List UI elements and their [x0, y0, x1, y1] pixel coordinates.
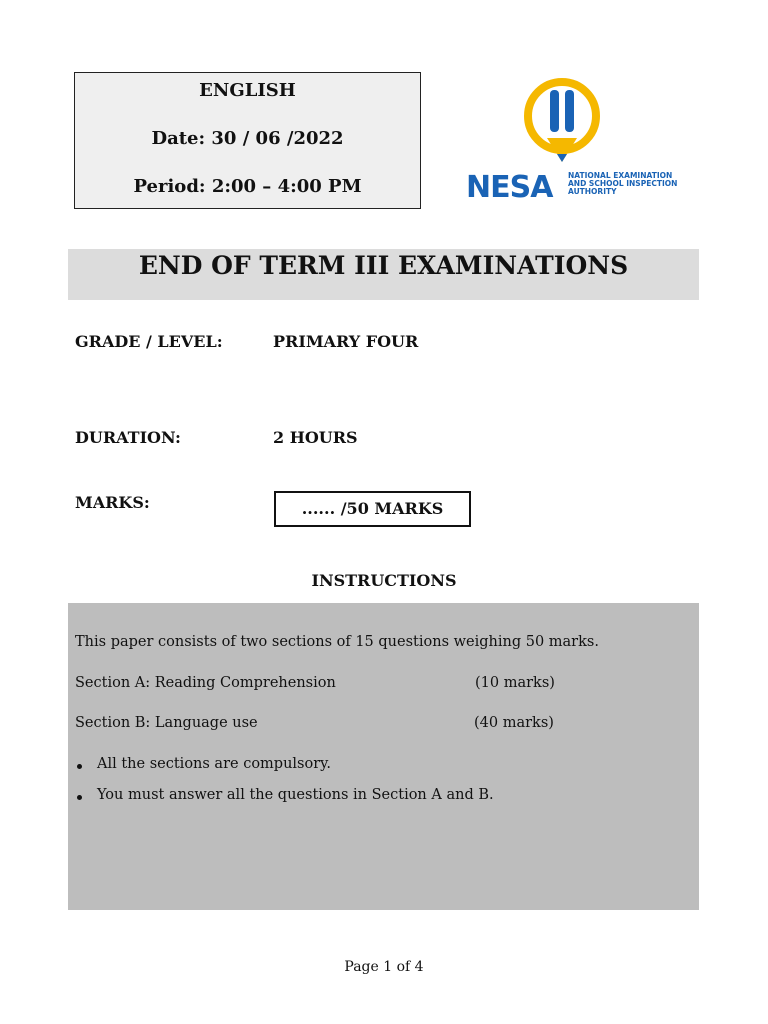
- instructions-heading: INSTRUCTIONS: [311, 571, 457, 590]
- bullet-icon: [77, 795, 82, 800]
- duration-label: DURATION:: [75, 428, 181, 447]
- section-a-marks: (10 marks): [475, 675, 555, 691]
- bullet-icon: [77, 764, 82, 769]
- bullet-item: You must answer all the questions in Section A and B.: [97, 787, 494, 803]
- page-number: Page 1 of 4: [344, 959, 424, 975]
- nesa-wordmark: NESA: [466, 170, 553, 205]
- grade-value: PRIMARY FOUR: [273, 332, 419, 351]
- instructions-panel: [68, 603, 699, 910]
- instructions-intro: This paper consists of two sections of 15 questions weighing 50 marks.: [75, 634, 599, 650]
- subject-title: ENGLISH: [199, 80, 296, 101]
- section-b-name: Section B: Language use: [75, 715, 258, 731]
- pencil-emblem-icon: [506, 72, 616, 170]
- marks-label: MARKS:: [75, 493, 150, 512]
- bullet-item: All the sections are compulsory.: [97, 756, 332, 772]
- marks-box: ...... /50 MARKS: [274, 491, 471, 527]
- duration-value: 2 HOURS: [273, 428, 358, 447]
- grade-label: GRADE / LEVEL:: [75, 332, 223, 351]
- page-title: END OF TERM III EXAMINATIONS: [138, 251, 629, 280]
- section-a-name: Section A: Reading Comprehension: [75, 675, 336, 691]
- section-b-marks: (40 marks): [474, 715, 554, 731]
- nesa-logo: [466, 72, 676, 204]
- exam-header-box: [74, 72, 421, 209]
- exam-period: Period: 2:00 – 4:00 PM: [133, 176, 362, 197]
- exam-date: Date: 30 / 06 /2022: [151, 128, 344, 149]
- nesa-subtitle: NATIONAL EXAMINATION AND SCHOOL INSPECTION AUTHORITY: [568, 171, 678, 196]
- title-band: [68, 249, 699, 300]
